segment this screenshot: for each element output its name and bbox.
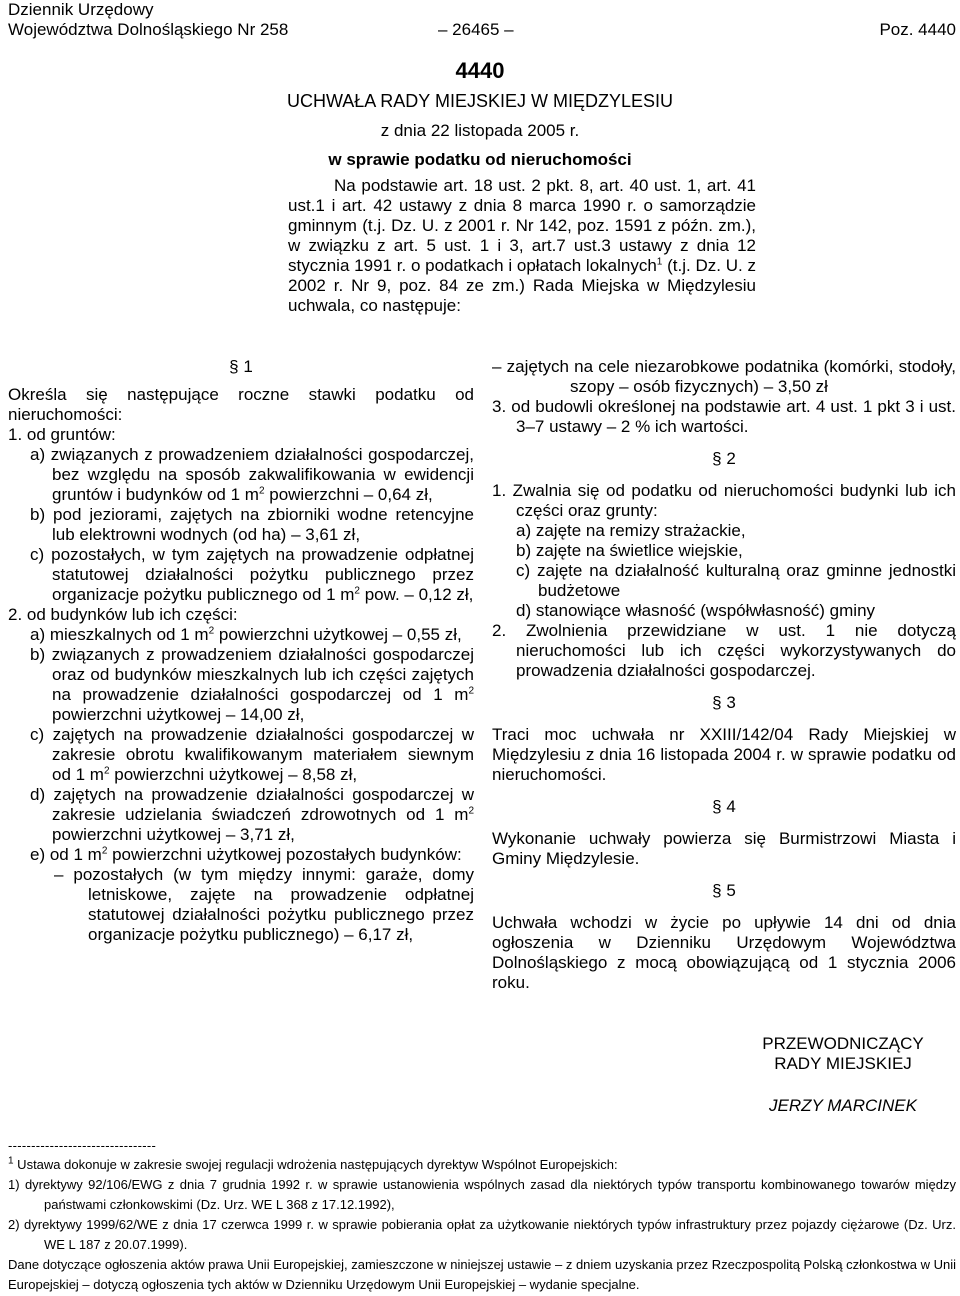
item-2b-text: b) związanych z prowadzeniem działalności gospodarczej oraz od budynków mieszkalnych lub ich części zajętych na prowadzenie działalności gospodarczej od 1 m bbox=[30, 645, 474, 704]
section-4-heading: § 4 bbox=[712, 797, 736, 816]
item-2a-sup: 2 bbox=[208, 625, 215, 637]
item-1a-text: a) związanych z prowadzeniem działalności gospodarczej, bez względu na sposób zakwalifikowania w ewidencji gruntów i budynków od 1 m bbox=[30, 445, 474, 504]
right-column bbox=[492, 357, 956, 993]
footnote-ref: 1 bbox=[656, 256, 663, 268]
section-4-text: Wykonanie uchwały powierza się Burmistrzowi Miasta i Gminy Międzylesie. bbox=[492, 829, 956, 868]
footnote-intro bbox=[8, 1155, 956, 1175]
item-2a-text: a) mieszkalnych od 1 m bbox=[30, 625, 209, 644]
footnote-marker: 1 bbox=[8, 1155, 14, 1167]
item-1a-sup: 2 bbox=[258, 485, 265, 497]
item-2: 2. od budynków lub ich części: bbox=[8, 605, 238, 624]
act-number: 4440 bbox=[455, 58, 505, 83]
item-1c-sup: 2 bbox=[354, 585, 360, 597]
item-2b-sup: 2 bbox=[468, 685, 474, 697]
footnotes bbox=[8, 1155, 956, 1295]
item-2e-text-2: powierzchni użytkowej pozostałych budynków: bbox=[107, 845, 462, 864]
item-2c-text: c) zajętych na prowadzenie działalności gospodarczej w zakresie obrotu kwalifikowanym materiałem siewnym od 1 m bbox=[30, 725, 474, 784]
item-2e-text: e) od 1 m bbox=[30, 845, 102, 864]
signature-title-line-1: PRZEWODNICZĄCY bbox=[762, 1034, 924, 1053]
preamble-text-2: (t.j. Dz. U. z 2002 r. Nr 9, poz. 84 ze zm.) Rada Miejska w Międzylesiu uchwala, co następuje: bbox=[288, 256, 756, 315]
item-2d bbox=[8, 785, 474, 845]
item-3: 3. od budowli określonej na podstawie art. 4 ust. 1 pkt 3 i ust. 3–7 ustawy – 2 % ich wartości. bbox=[492, 397, 956, 436]
item-2c-sup: 2 bbox=[103, 765, 110, 777]
preamble bbox=[288, 176, 756, 316]
act-title: UCHWAŁA RADY MIEJSKIEJ W MIĘDZYLESIU bbox=[286, 91, 674, 111]
section-2-item-1c: c) zajęte na działalność kulturalną oraz gminne jednostki budżetowe bbox=[516, 561, 956, 600]
section-5-heading: § 5 bbox=[712, 881, 736, 900]
item-1: 1. od gruntów: bbox=[8, 425, 116, 444]
position-number: Poz. 4440 bbox=[879, 20, 956, 39]
footnote-intro-text: Ustawa dokonuje w zakresie swojej regulacji wdrożenia następujących dyrektyw Wspólnot Europejskich: bbox=[13, 1157, 618, 1172]
item-2b-text-2: powierzchni użytkowej – 14,00 zł, bbox=[52, 705, 305, 724]
item-2c bbox=[8, 725, 474, 785]
signature-title-line-2: RADY MIEJSKIEJ bbox=[774, 1054, 912, 1073]
item-1c-text-2: pow. – 0,12 zł, bbox=[359, 585, 474, 604]
item-2d-text-2: powierzchni użytkowej – 3,71 zł, bbox=[52, 825, 295, 844]
section-2-item-1a: a) zajęte na remizy strażackie, bbox=[516, 521, 746, 540]
item-2c-text-2: powierzchni użytkowej – 8,58 zł, bbox=[109, 765, 358, 784]
act-subject: w sprawie podatku od nieruchomości bbox=[328, 150, 632, 169]
item-2a-text-2: powierzchni użytkowej – 0,55 zł, bbox=[214, 625, 462, 644]
act-date: z dnia 22 listopada 2005 r. bbox=[380, 121, 580, 140]
item-2d-sup: 2 bbox=[468, 805, 474, 817]
item-2b bbox=[8, 645, 474, 725]
item-2e-dash: – pozostałych (w tym między innymi: garaże, domy letniskowe, zajęte na prowadzenie odpłatnej statutowej działalności pożytku publicznego przez organizacje pożytku publicznego) – 6,17 zł, bbox=[54, 865, 474, 944]
section-2-heading: § 2 bbox=[712, 449, 736, 468]
item-1c-text: c) pozostałych, w tym zajętych na prowadzenie odpłatnej statutowej działalności pożytku publicznego przez organizacje pożytku publicznego od 1 m bbox=[30, 545, 474, 604]
page-header bbox=[8, 0, 956, 40]
section-3-heading: § 3 bbox=[712, 693, 736, 712]
signature-title bbox=[730, 1034, 956, 1074]
page-number: – 26465 – bbox=[438, 20, 514, 39]
item-2e bbox=[8, 845, 474, 865]
signature-name: JERZY MARCINEK bbox=[769, 1096, 917, 1115]
section-2-item-2: 2. Zwolnienia przewidziane w ust. 1 nie dotyczą nieruchomości lub ich części wykorzystywanych do prowadzenia działalności gospodarczej. bbox=[492, 621, 956, 680]
section-3-text: Traci moc uchwała nr XXIII/142/04 Rady Miejskiej w Międzylesiu z dnia 16 listopada 2004 r. w sprawie podatku od nieruchomości. bbox=[492, 725, 956, 784]
item-1a bbox=[8, 445, 474, 505]
footnote-note: Dane dotyczące ogłoszenia aktów prawa Unii Europejskiej, zamieszczone w niniejszej ustawie – z dniem uzyskania przez Rzeczpospolitą Polską członkostwa w Unii Europejskiej – dotyczą ogłoszenia tych aktów w Dzienniku Urzędowym Unii Europejskiej – wydanie specjalne. bbox=[8, 1257, 956, 1292]
section-2-item-1b: b) zajęte na świetlice wiejskie, bbox=[516, 541, 743, 560]
journal-issue: Województwa Dolnośląskiego Nr 258 bbox=[8, 20, 289, 39]
preamble-text-1: Na podstawie art. 18 ust. 2 pkt. 8, art. 40 ust. 1, art. 41 ust.1 i art. 42 ustawy z dnia 8 marca 1990 r. o samorządzie gminnym (t.j. Dz. U. z 2001 r. Nr 142, poz. 1591 z późn. zm.), w związku z art. 5 ust. 1 i 3, art.7 ust.3 ustawy z dnia 12 stycznia 1991 r. o podatkach i opłatach lokalnych bbox=[288, 176, 756, 275]
journal-title: Dziennik Urzędowy bbox=[8, 0, 154, 19]
section-2-item-1: 1. Zwalnia się od podatku od nieruchomości budynki lub ich części oraz grunty: bbox=[492, 481, 956, 520]
item-2d-text: d) zajętych na prowadzenie działalności gospodarczej w zakresie udzielania świadczeń zdrowotnych od 1 m bbox=[30, 785, 474, 824]
section-5-text: Uchwała wchodzi w życie po upływie 14 dni od dnia ogłoszenia w Dzienniku Urzędowym Województwa Dolnośląskiego z mocą obowiązującą od 1 stycznia 2006 roku. bbox=[492, 913, 956, 992]
item-2a bbox=[8, 625, 474, 645]
item-1c bbox=[8, 545, 474, 605]
section-2-item-1d: d) stanowiące własność (współwłasność) gminy bbox=[516, 601, 876, 620]
item-1a-text-2: powierzchni – 0,64 zł, bbox=[264, 485, 433, 504]
item-2e-dash-cont: – zajętych na cele niezarobkowe podatnika (komórki, stodoły, szopy – osób fizycznych) – 3,50 zł bbox=[492, 357, 956, 396]
footnote-item-1: 1) dyrektywy 92/106/EWG z dnia 7 grudnia 1992 r. w sprawie ustanowienia wspólnych zasad dla niektórych typów transportu kombinowanego towarów między państwami członkowskimi (Dz. Urz. WE L 368 z 17.12.1992), bbox=[8, 1177, 956, 1212]
footnote-item-2: 2) dyrektywy 1999/62/WE z dnia 17 czerwca 1999 r. w sprawie pobierania opłat za użytkowanie niektórych typów infrastruktury przez pojazdy ciężarowe (Dz. Urz. WE L 187 z 20.07.1999). bbox=[8, 1217, 956, 1252]
section-1-heading: § 1 bbox=[229, 357, 253, 376]
footnote-separator: -------------------------------- bbox=[8, 1138, 157, 1153]
left-column bbox=[8, 357, 474, 945]
section-1-intro: Określa się następujące roczne stawki podatku od nieruchomości: bbox=[8, 385, 474, 424]
item-2e-sup: 2 bbox=[101, 845, 108, 857]
item-1b: b) pod jeziorami, zajętych na zbiorniki wodne retencyjne lub elektrowni wodnych (od ha) – 3,61 zł, bbox=[30, 505, 474, 544]
